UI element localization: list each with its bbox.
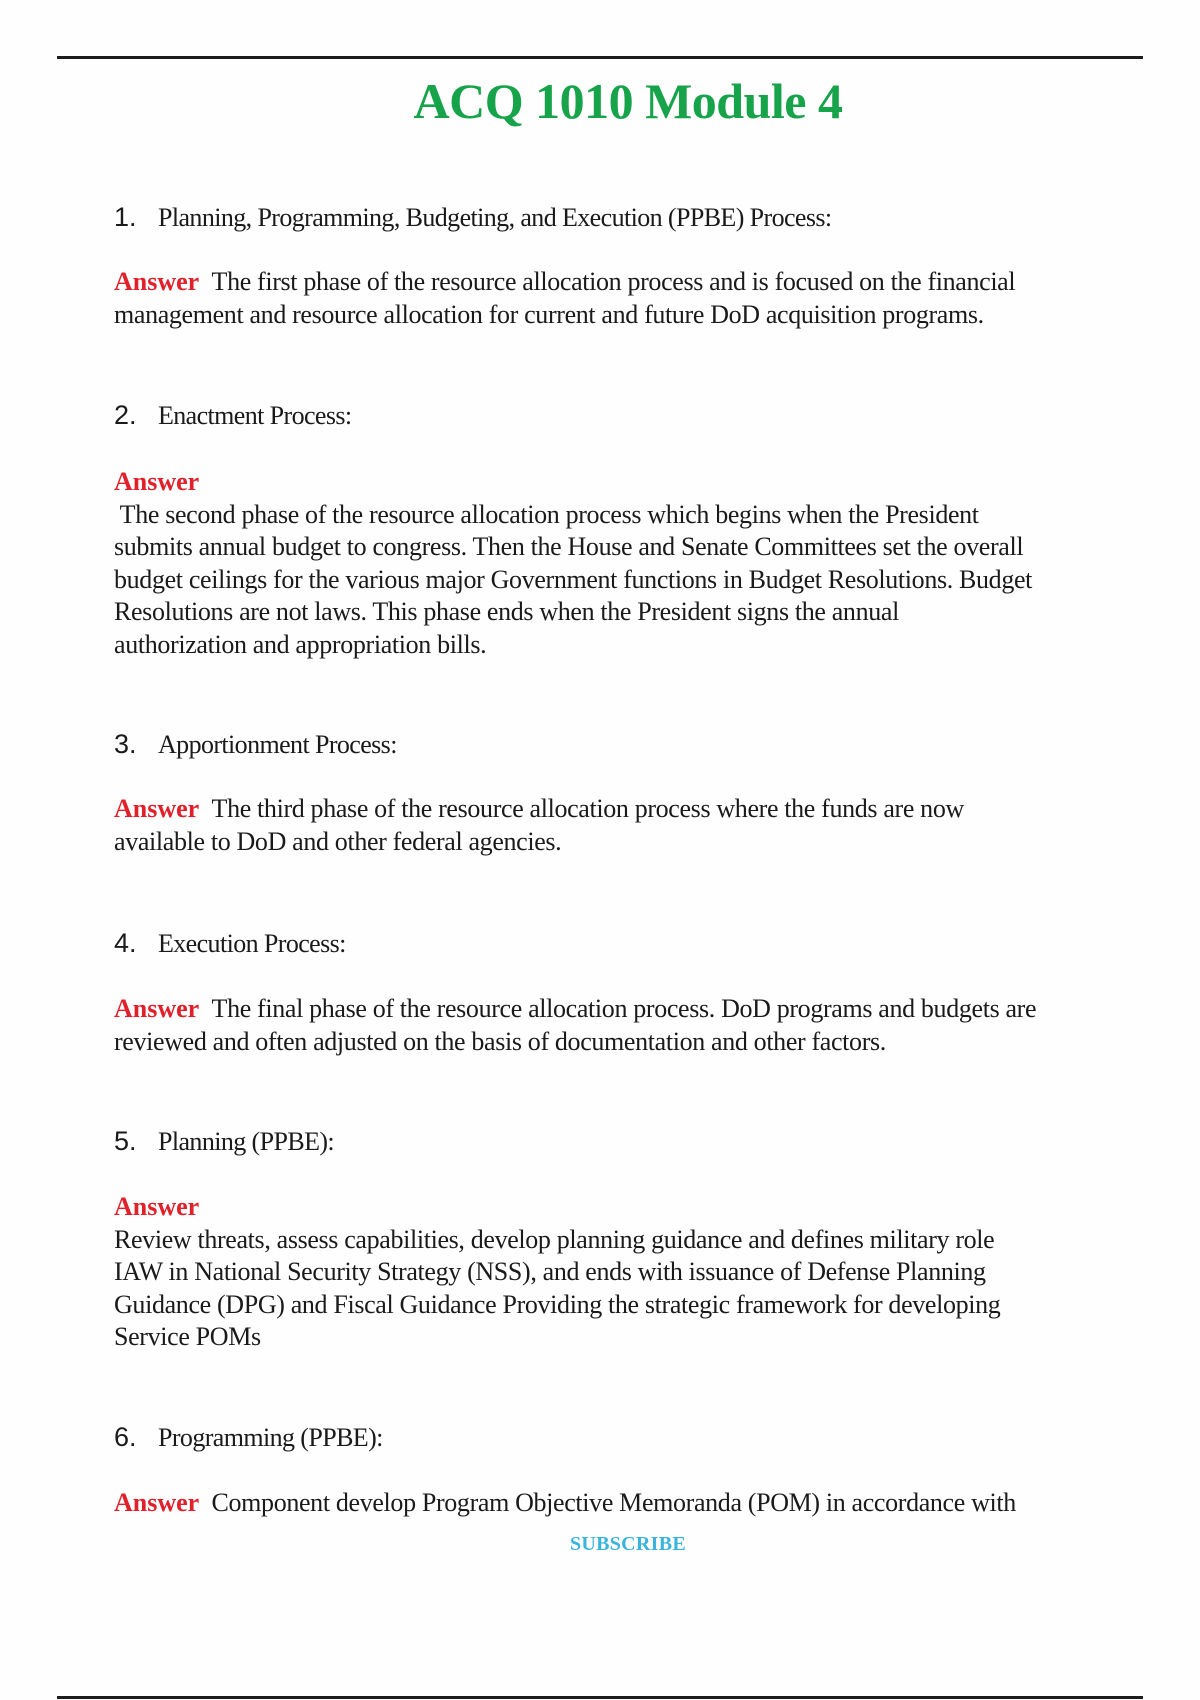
answer-label: Answer (114, 467, 200, 496)
answer-4 (114, 993, 1134, 1058)
question-number: 5. (114, 1126, 137, 1156)
answer-6 (114, 1487, 1134, 1520)
question-number: 1. (114, 202, 137, 232)
header-rule (57, 56, 1143, 59)
answer-text-line: submits annual budget to congress. Then the House and Senate Committees set the overall (114, 532, 1024, 561)
question-1 (114, 202, 832, 233)
question-number: 3. (114, 729, 137, 759)
answer-label: Answer (114, 267, 200, 296)
answer-text-line: authorization and appropriation bills. (114, 629, 487, 659)
question-3 (114, 729, 397, 760)
answer-text-line: budget ceilings for the various major Government functions in Budget Resolutions. Budget (114, 564, 1033, 594)
question-number: 4. (114, 928, 137, 958)
answer-text-line: Resolutions are not laws. This phase ends when the President signs the annual (114, 597, 899, 626)
question-text: Apportionment Process: (158, 730, 397, 759)
question-text: Execution Process: (158, 929, 346, 958)
question-4 (114, 928, 346, 959)
answer-text-line: Review threats, assess capabilities, develop planning guidance and defines military role (114, 1224, 995, 1254)
answer-text-line: The final phase of the resource allocation process. DoD programs and budgets are (211, 994, 1037, 1023)
document-title: ACQ 1010 Module 4 (413, 73, 843, 129)
answer-label: Answer (114, 994, 200, 1023)
answer-text-line: reviewed and often adjusted on the basis of documentation and other factors. (114, 1026, 886, 1056)
answer-text-line: The third phase of the resource allocation process where the funds are now (211, 794, 964, 823)
answer-text-line: Service POMs (114, 1322, 261, 1351)
answer-text-line: IAW in National Security Strategy (NSS), and ends with issuance of Defense Planning (114, 1257, 986, 1286)
answer-text-line: The second phase of the resource allocation process which begins when the President (114, 499, 979, 529)
question-text: Programming (PPBE): (158, 1423, 383, 1452)
answer-label: Answer (114, 1192, 200, 1221)
answer-text-line: The first phase of the resource allocation process and is focused on the financial (211, 267, 1016, 296)
footer-rule (57, 1696, 1143, 1699)
subscribe-link[interactable]: SUBSCRIBE (569, 1533, 687, 1555)
answer-text-line: Guidance (DPG) and Fiscal Guidance Providing the strategic framework for developing (114, 1289, 1001, 1319)
answer-1 (114, 266, 1134, 331)
answer-2 (114, 466, 1134, 661)
question-number: 6. (114, 1422, 137, 1452)
question-5 (114, 1126, 334, 1157)
question-6 (114, 1422, 383, 1453)
question-2 (114, 400, 352, 431)
answer-label: Answer (114, 794, 200, 823)
answer-text-line: management and resource allocation for current and future DoD acquisition programs. (114, 299, 984, 329)
question-text: Planning (PPBE): (158, 1127, 335, 1156)
question-text: Enactment Process: (158, 401, 352, 430)
answer-text-line: Component develop Program Objective Memoranda (POM) in accordance with (211, 1488, 1016, 1517)
answer-5 (114, 1191, 1134, 1354)
answer-text-line: available to DoD and other federal agencies. (114, 826, 562, 856)
answer-label: Answer (114, 1488, 200, 1517)
answer-3 (114, 793, 1134, 858)
question-text: Planning, Programming, Budgeting, and Execution (PPBE) Process: (158, 203, 832, 232)
question-number: 2. (114, 400, 137, 430)
